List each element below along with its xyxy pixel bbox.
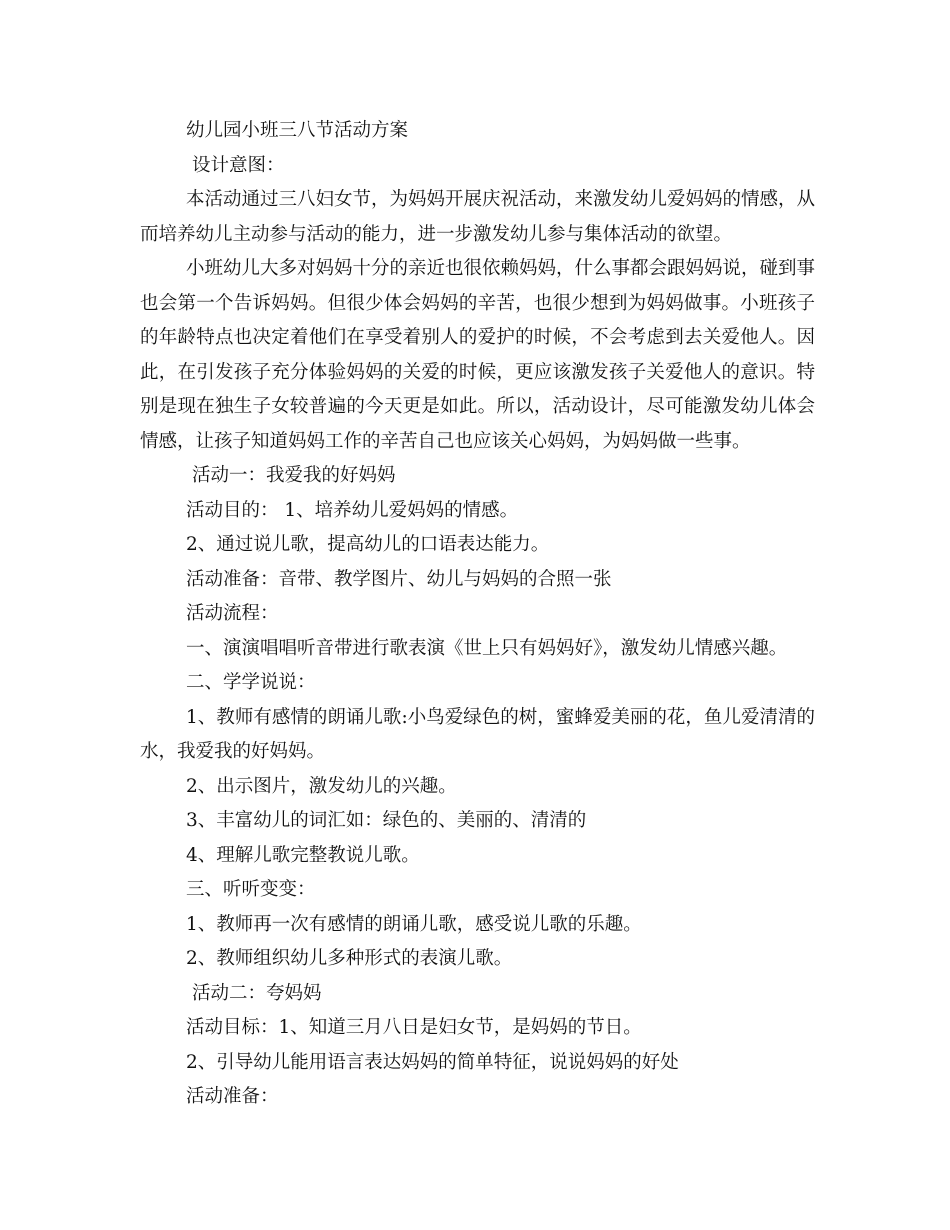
activity1-heading: 活动一：我爱我的好妈妈 — [192, 465, 396, 486]
activity2-goal-line: 活动目标：1、知道三月八日是妇女节，是妈妈的节日。 — [186, 1017, 642, 1038]
activity1-goal-line: 活动目的： 1、培养幼儿爱妈妈的情感。 — [186, 499, 519, 521]
activity1-step-1: 一、演演唱唱听音带进行歌表演《世上只有妈妈好》，激发幼儿情感兴趣。 — [186, 637, 788, 659]
activity1-step-2-item-1: 1、教师有感情的朗诵儿歌:小鸟爱绿色的树，蜜蜂爱美丽的花，鱼儿爱清清的水，我爱我的好妈妈。 — [140, 706, 815, 762]
activity1-step-2-heading: 二、学学说说： — [186, 672, 316, 693]
activity1-step-2-item-2: 2、出示图片，激发幼儿的兴趣。 — [186, 775, 457, 797]
activity1-step-2-item-4: 4、理解儿歌完整教说儿歌。 — [186, 844, 420, 866]
document-title: 幼儿园小班三八节活动方案 — [186, 120, 409, 141]
document-body — [140, 114, 815, 1115]
activity2-goal-2: 2、引导幼儿能用语言表达妈妈的简单特征，说说妈妈的好处 — [186, 1051, 679, 1073]
activity1-goal-2: 2、通过说儿歌，提高幼儿的口语表达能力。 — [186, 534, 550, 555]
design-heading: 设计意图： — [192, 154, 285, 176]
activity1-step-3-item-1: 1、教师再一次有感情的朗诵儿歌，感受说儿歌的乐趣。 — [186, 913, 642, 935]
activity1-step-2-item-3: 3、丰富幼儿的词汇如：绿色的、美丽的、清清的 — [186, 810, 587, 831]
activity1-flow-heading: 活动流程： — [186, 603, 279, 624]
activity2-heading: 活动二：夸妈妈 — [192, 982, 322, 1004]
activity2-prep-heading: 活动准备： — [186, 1086, 279, 1107]
design-paragraph-2: 小班幼儿大多对妈妈十分的亲近也很依赖妈妈，什么事都会跟妈妈说，碰到事也会第一个告诉妈妈。但很少体会妈妈的辛苦，也很少想到为妈妈做事。小班孩子的年龄特点也决定着他们在享受着别人的爱护的时候，不会考虑到去关爱他人。因此，在引发孩子充分体验妈妈的关爱的时候，更应该激发孩子关爱他人的意识。特别是现在独生子女较普遍的今天更是如此。所以，活动设计，尽可能激发幼儿体会情感，让孩子知道妈妈工作的辛苦自己也应该关心妈妈，为妈妈做一些事。 — [140, 258, 816, 452]
activity1-step-3-item-2: 2、教师组织幼儿多种形式的表演儿歌。 — [186, 948, 513, 969]
design-paragraph-1: 本活动通过三八妇女节，为妈妈开展庆祝活动，来激发幼儿爱妈妈的情感，从而培养幼儿主动参与活动的能力，进一步激发幼儿参与集体活动的欲望。 — [140, 189, 816, 245]
activity1-step-3-heading: 三、听听变变： — [186, 879, 316, 900]
activity1-prep: 活动准备：音带、教学图片、幼儿与妈妈的合照一张 — [186, 568, 612, 590]
